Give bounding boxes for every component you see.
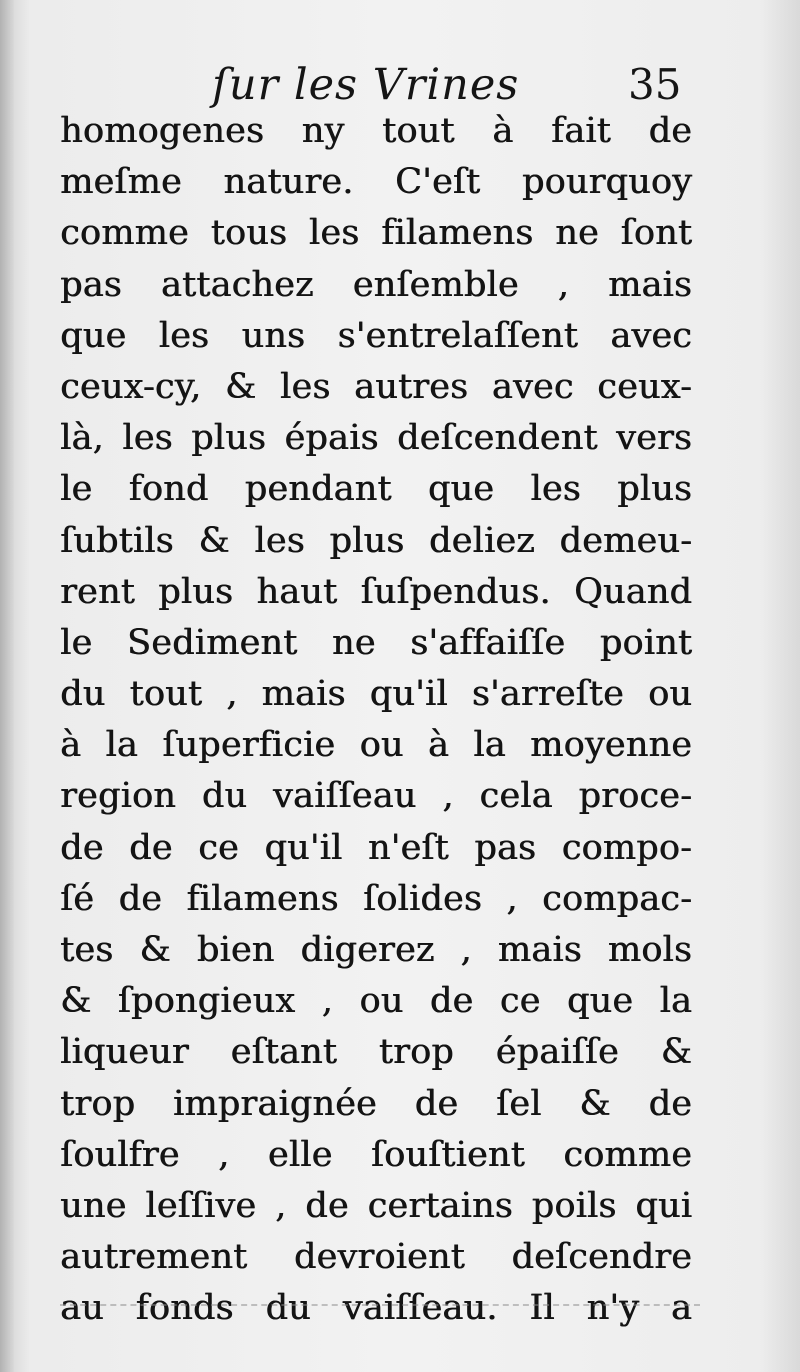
text-line: & ſpongieux , ou de ce que la <box>60 981 692 1022</box>
page-number: 35 <box>628 60 682 109</box>
text-line: de de ce qu'il n'eſt pas compo- <box>60 827 692 868</box>
text-line: le Sediment ne s'affaiſſe point <box>60 622 692 663</box>
page-edge-shadow <box>0 0 14 1372</box>
text-line: ſubtils & les plus deliez demeu- <box>60 520 692 561</box>
text-line: ſé de filamens ſolides , compac- <box>60 878 692 919</box>
text-line: trop impraignée de ſel & de <box>60 1083 692 1124</box>
text-line: tes & bien digerez , mais mols <box>60 930 692 970</box>
text-line: là, les plus épais deſcendent vers <box>60 418 692 459</box>
text-line: ceux-cy, & les autres avec ceux- <box>60 366 692 407</box>
running-head: ſur les Vrines <box>212 60 520 110</box>
text-line: que les uns s'entrelaſſent avec <box>60 315 692 356</box>
text-line: pas attachez enſemble , mais <box>60 264 692 305</box>
text-line: le fond pendant que les plus <box>60 469 692 510</box>
text-line: comme tous les filamens ne ſont <box>60 213 692 254</box>
text-line: une leſſive , de certains poils qui <box>60 1185 692 1226</box>
text-line: region du vaiſſeau , cela proce- <box>60 776 692 817</box>
text-line: à la ſuperficie ou à la moyenne <box>60 725 692 766</box>
body-text <box>60 106 692 1335</box>
text-line: ſoulfre , elle ſouſtient comme <box>60 1134 692 1175</box>
text-line: meſme nature. C'eſt pourquoy <box>60 162 692 203</box>
text-line: du tout , mais qu'il s'arreſte ou <box>60 674 692 715</box>
text-line: liqueur eſtant trop épaiſſe & <box>60 1032 692 1073</box>
text-line: autrement devroient deſcendre <box>60 1237 692 1278</box>
text-line: au fonds du vaiſſeau. Il n'y a <box>60 1288 692 1329</box>
text-line: homogenes ny tout à fait de <box>60 111 692 151</box>
bottom-rule <box>60 1304 700 1308</box>
text-line: rent plus haut ſuſpendus. Quand <box>60 571 692 612</box>
